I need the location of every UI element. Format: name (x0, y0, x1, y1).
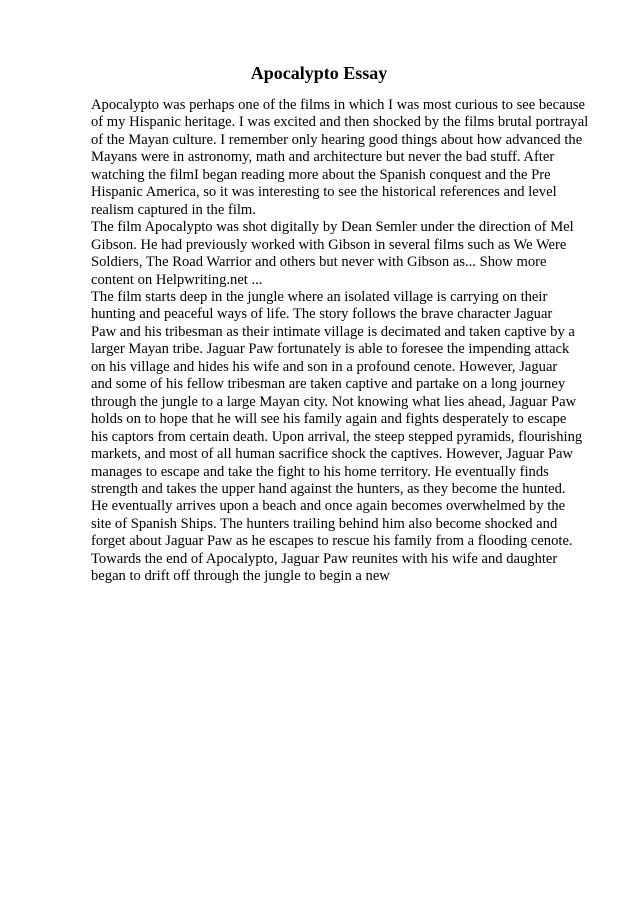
text-line: realism captured in the film. (91, 201, 256, 218)
text-line: Paw and his tribesman as their intimate village is decimated and taken captive by a (91, 323, 575, 340)
text-line: of the Mayan culture. I remember only hearing good things about how advanced the (91, 131, 583, 148)
paragraph-3 (91, 289, 591, 586)
text-line: forget about Jaguar Paw as he escapes to rescue his family from a flooding cenote. (91, 533, 573, 550)
text-line: watching the filmI began reading more about the Spanish conquest and the Pre (91, 166, 551, 183)
text-line: and some of his fellow tribesman are taken captive and partake on a long journey (91, 376, 566, 393)
text-line: manages to escape and take the fight to his home territory. He eventually finds (91, 463, 549, 480)
text-line: Mayans were in astronomy, math and architecture but never the bad stuff. After (91, 149, 555, 166)
text-line: Gibson. He had previously worked with Gibson in several films such as We Were (91, 236, 567, 253)
text-line: hunting and peaceful ways of life. The story follows the brave character Jaguar (91, 306, 553, 323)
text-line: holds on to hope that he will see his family again and fights desperately to escape (91, 411, 567, 428)
text-line: on his village and hides his wife and son in a profound cenote. However, Jaguar (91, 358, 558, 375)
paragraph-2 (91, 219, 591, 289)
paragraph-1 (91, 97, 591, 219)
text-line: The film starts deep in the jungle where an isolated village is carrying on their (91, 288, 548, 305)
text-line: Apocalypto was perhaps one of the films in which I was most curious to see because (91, 97, 586, 113)
text-line: larger Mayan tribe. Jaguar Paw fortunately is able to foresee the impending attack (91, 341, 570, 358)
text-line: Hispanic America, so it was interesting to see the historical references and level (91, 184, 557, 201)
text-line: Towards the end of Apocalypto, Jaguar Paw reunites with his wife and daughter (91, 550, 558, 567)
text-line: began to drift off through the jungle to begin a new (91, 568, 390, 585)
document-title: Apocalypto Essay (250, 63, 388, 83)
text-line: Soldiers, The Road Warrior and others but never with Gibson as... Show more (91, 254, 547, 271)
text-line: markets, and most of all human sacrifice shock the captives. However, Jaguar Paw (91, 446, 574, 463)
text-line: The film Apocalypto was shot digitally by Dean Semler under the direction of Mel (91, 219, 574, 236)
text-line: through the jungle to a large Mayan city. Not knowing what lies ahead, Jaguar Paw (91, 393, 577, 410)
text-line: of my Hispanic heritage. I was excited and then shocked by the films brutal portrayal (91, 114, 589, 131)
document-body (91, 97, 591, 586)
text-line: strength and takes the upper hand against the hunters, as they become the hunted. (91, 480, 566, 497)
text-line: content on Helpwriting.net ... (91, 271, 263, 288)
text-line: He eventually arrives upon a beach and once again becomes overwhelmed by the (91, 498, 566, 515)
text-line: site of Spanish Ships. The hunters trailing behind him also become shocked and (91, 515, 558, 532)
text-line: his captors from certain death. Upon arrival, the steep stepped pyramids, flourishing (91, 428, 583, 445)
